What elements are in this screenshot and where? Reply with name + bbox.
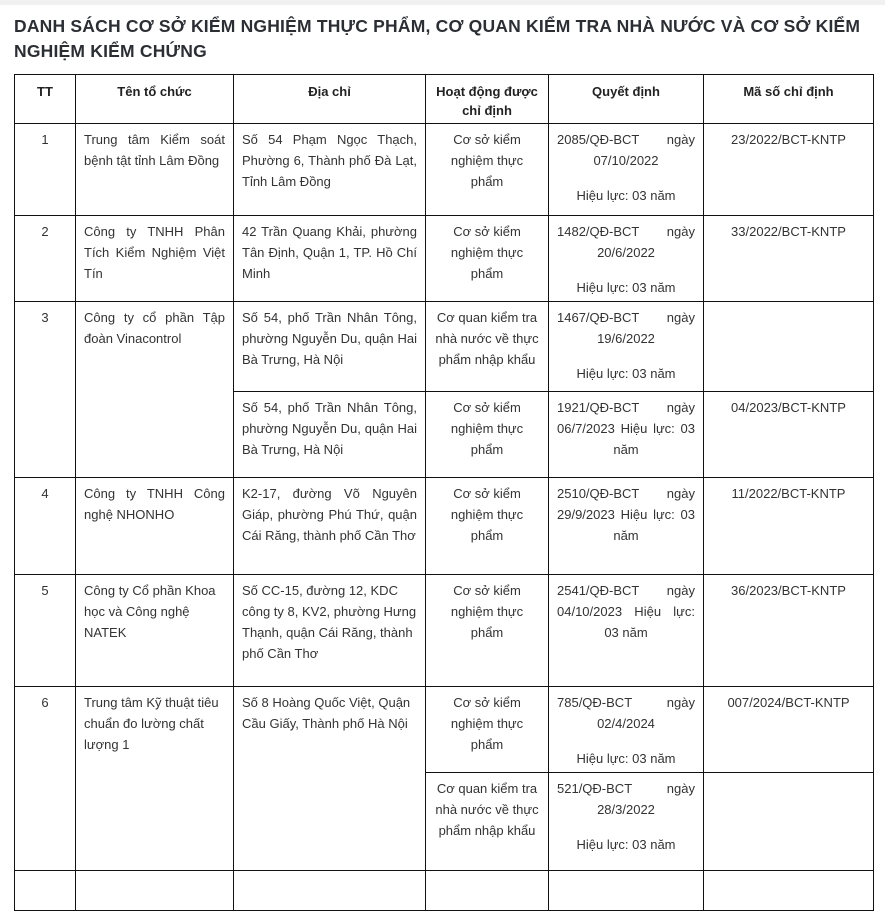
cell-code bbox=[704, 302, 874, 392]
cell-code bbox=[704, 871, 874, 911]
decision-validity: Hiệu lực: 03 năm bbox=[576, 366, 676, 381]
cell-org-name: Trung tâm Kiểm soát bệnh tật tỉnh Lâm Đồng bbox=[76, 124, 234, 216]
cell-org-name bbox=[76, 871, 234, 911]
cell-activity: Cơ sở kiểm nghiệm thực phẩm bbox=[426, 687, 549, 773]
table-row bbox=[15, 575, 874, 687]
cell-decision bbox=[549, 124, 704, 216]
cell-org-name: Công ty TNHH Phân Tích Kiểm Nghiệm Việt Tín bbox=[76, 216, 234, 302]
cell-tt: 5 bbox=[15, 575, 76, 687]
cell-activity: Cơ quan kiểm tra nhà nước về thực phẩm nhập khẩu bbox=[426, 773, 549, 871]
decision-number: 521/QĐ-BCT ngày 28/3/2022 bbox=[557, 781, 695, 817]
decision-validity: Hiệu lực: 03 năm bbox=[576, 837, 676, 852]
cell-org-name: Công ty cổ phần Tập đoàn Vinacontrol bbox=[76, 302, 234, 478]
cell-address: Số 54, phố Trần Nhân Tông, phường Nguyễn Du, quận Hai Bà Trưng, Hà Nội bbox=[234, 302, 426, 392]
cell-address: Số 54 Phạm Ngọc Thạch, Phường 6, Thành phố Đà Lạt, Tỉnh Lâm Đồng bbox=[234, 124, 426, 216]
cell-activity: Cơ sở kiểm nghiệm thực phẩm bbox=[426, 124, 549, 216]
cell-code: 007/2024/BCT-KNTP bbox=[704, 687, 874, 773]
table-header-row bbox=[15, 75, 874, 124]
decision-validity: Hiệu lực: 03 năm bbox=[576, 751, 676, 766]
table-row bbox=[15, 871, 874, 911]
cell-address: Số 8 Hoàng Quốc Việt, Quận Cầu Giấy, Thành phố Hà Nội bbox=[234, 687, 426, 871]
cell-tt: 2 bbox=[15, 216, 76, 302]
decision-validity: Hiệu lực: 03 năm bbox=[576, 188, 676, 203]
table-row bbox=[15, 216, 874, 302]
cell-decision bbox=[549, 575, 704, 687]
page-title: DANH SÁCH CƠ SỞ KIỂM NGHIỆM THỰC PHẨM, CƠ QUAN KIỂM TRA NHÀ NƯỚC VÀ CƠ SỞ KIỂM NGHIỆM KIỂM CHỨNG bbox=[14, 16, 861, 61]
cell-decision bbox=[549, 687, 704, 773]
cell-org-name: Trung tâm Kỹ thuật tiêu chuẩn đo lường chất lượng 1 bbox=[76, 687, 234, 871]
decision-number: 2541/QĐ-BCT ngày 04/10/2023 Hiệu lực: 03 năm bbox=[557, 583, 695, 640]
cell-address: 42 Trần Quang Khải, phường Tân Định, Quận 1, TP. Hồ Chí Minh bbox=[234, 216, 426, 302]
cell-code: 23/2022/BCT-KNTP bbox=[704, 124, 874, 216]
cell-address bbox=[234, 871, 426, 911]
cell-code bbox=[704, 773, 874, 871]
cell-activity: Cơ quan kiểm tra nhà nước về thực phẩm nhập khẩu bbox=[426, 302, 549, 392]
cell-activity: Cơ sở kiểm nghiệm thực phẩm bbox=[426, 478, 549, 575]
top-divider bbox=[0, 0, 885, 5]
table-row bbox=[15, 478, 874, 575]
cell-activity: Cơ sở kiểm nghiệm thực phẩm bbox=[426, 216, 549, 302]
decision-number: 1921/QĐ-BCT ngày 06/7/2023 Hiệu lực: 03 năm bbox=[557, 400, 695, 457]
header-org-name: Tên tổ chức bbox=[76, 75, 234, 124]
cell-code: 36/2023/BCT-KNTP bbox=[704, 575, 874, 687]
cell-activity: Cơ sở kiểm nghiệm thực phẩm bbox=[426, 575, 549, 687]
cell-code: 04/2023/BCT-KNTP bbox=[704, 392, 874, 478]
cell-address: K2-17, đường Võ Nguyên Giáp, phường Phú Thứ, quận Cái Răng, thành phố Cần Thơ bbox=[234, 478, 426, 575]
cell-activity: Cơ sở kiểm nghiệm thực phẩm bbox=[426, 392, 549, 478]
cell-tt bbox=[15, 871, 76, 911]
cell-decision bbox=[549, 216, 704, 302]
cell-decision bbox=[549, 392, 704, 478]
cell-code: 33/2022/BCT-KNTP bbox=[704, 216, 874, 302]
table-row bbox=[15, 124, 874, 216]
decision-number: 2085/QĐ-BCT ngày 07/10/2022 bbox=[557, 132, 695, 168]
header-tt: TT bbox=[15, 75, 76, 124]
table-row bbox=[15, 687, 874, 773]
cell-decision bbox=[549, 478, 704, 575]
cell-decision bbox=[549, 773, 704, 871]
decision-number: 2510/QĐ-BCT ngày 29/9/2023 Hiệu lực: 03 năm bbox=[557, 486, 695, 543]
cell-org-name: Công ty TNHH Công nghệ NHONHO bbox=[76, 478, 234, 575]
cell-activity bbox=[426, 871, 549, 911]
cell-tt: 4 bbox=[15, 478, 76, 575]
cell-address: Số 54, phố Trần Nhân Tông, phường Nguyễn Du, quận Hai Bà Trưng, Hà Nội bbox=[234, 392, 426, 478]
cell-tt: 3 bbox=[15, 302, 76, 478]
header-decision: Quyết định bbox=[549, 75, 704, 124]
cell-tt: 6 bbox=[15, 687, 76, 871]
decision-validity: Hiệu lực: 03 năm bbox=[576, 280, 676, 295]
header-code: Mã số chỉ định bbox=[704, 75, 874, 124]
cell-code: 11/2022/BCT-KNTP bbox=[704, 478, 874, 575]
facilities-table bbox=[14, 74, 874, 911]
cell-decision bbox=[549, 302, 704, 392]
decision-number: 1467/QĐ-BCT ngày 19/6/2022 bbox=[557, 310, 695, 346]
decision-number: 1482/QĐ-BCT ngày 20/6/2022 bbox=[557, 224, 695, 260]
cell-org-name: Công ty Cổ phần Khoa học và Công nghệ NATEK bbox=[76, 575, 234, 687]
cell-address: Số CC-15, đường 12, KDC công ty 8, KV2, phường Hưng Thạnh, quận Cái Răng, thành phố Cần Thơ bbox=[234, 575, 426, 687]
cell-tt: 1 bbox=[15, 124, 76, 216]
decision-number: 785/QĐ-BCT ngày 02/4/2024 bbox=[557, 695, 695, 731]
header-activity: Hoạt động được chỉ định bbox=[426, 75, 549, 124]
cell-decision bbox=[549, 871, 704, 911]
header-address: Địa chỉ bbox=[234, 75, 426, 124]
table-row bbox=[15, 302, 874, 392]
